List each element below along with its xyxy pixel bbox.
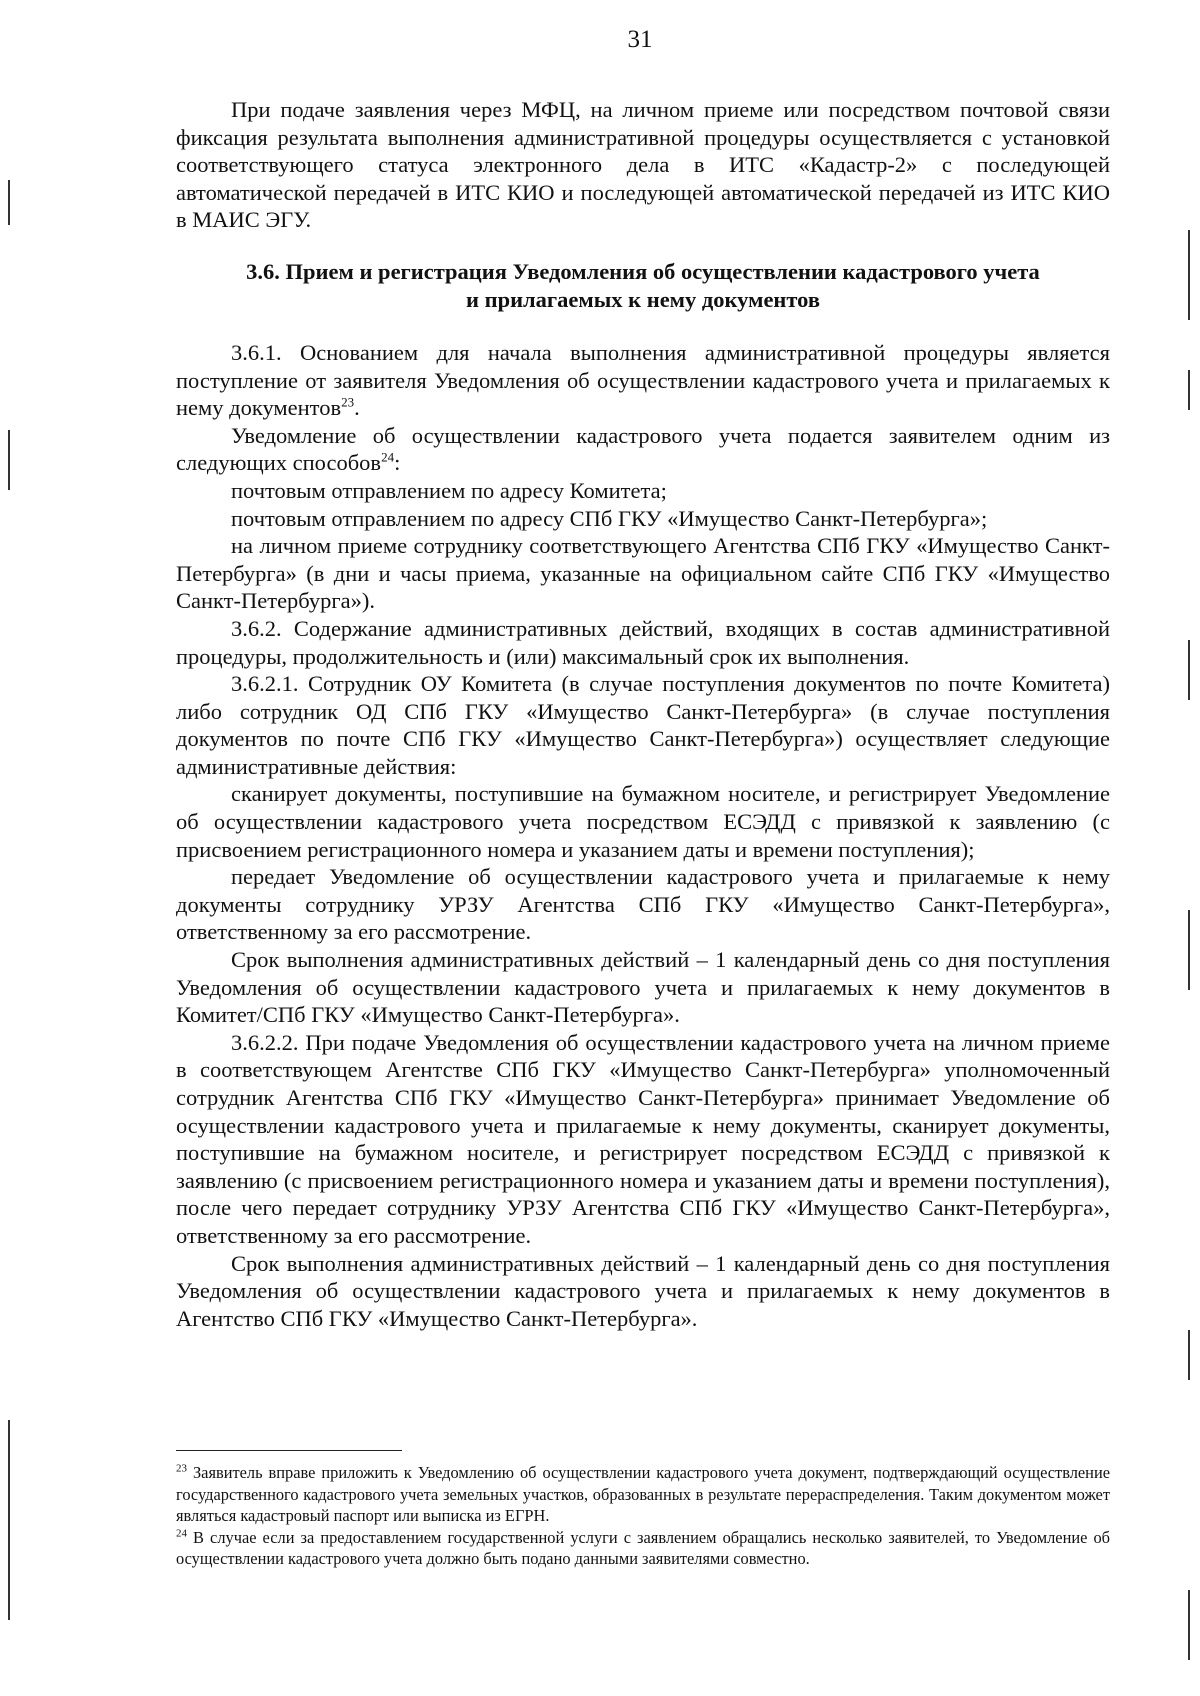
- paragraph-3-6-1-text: 3.6.1. Основанием для начала выполнения административной процедуры является поступление от заявителя Уведомления об осуществлении кадастрового учета и прилагаемых к нему документов: [176, 339, 1110, 421]
- paragraph-deadline-2: Срок выполнения административных действий – 1 календарный день со дня поступления Уведомления об осуществлении кадастрового учета и прилагаемых к нему документов в Агентство СПб ГКУ «Имущество Санкт-Петербурга».: [176, 1250, 1110, 1331]
- scan-mark-right-6: [1188, 1590, 1190, 1660]
- paragraph-3-6-1-end: .: [354, 395, 360, 421]
- list-item-transfer: передает Уведомление об осуществлении кадастрового учета и прилагаемые к нему документы сотруднику УРЗУ Агентства СПб ГКУ «Имущество Санкт-Петербурга», ответственному за его рассмотрение.: [176, 864, 1110, 945]
- section-heading: [176, 258, 1110, 314]
- footnote-23-text: Заявитель вправе приложить к Уведомлению об осуществлении кадастрового учета документ, подтверждающий осуществление государственного кадастрового учета земельных участков, образованных в результате перераспределения. Таким документом может являться кадастровый паспорт или выписка из ЕГРН.: [176, 1463, 1110, 1525]
- list-item-personal-visit: на личном приеме сотруднику соответствующего Агентства СПб ГКУ «Имущество Санкт-Петербурга» (в дни и часы приема, указанные на официальном сайте СПб ГКУ «Имущество Санкт-Петербурга»).: [176, 533, 1110, 614]
- paragraph-submission-methods-end: :: [394, 450, 401, 476]
- footnote-24-number: 24: [176, 1527, 187, 1540]
- scan-mark-left-3: [8, 1420, 10, 1620]
- list-item-post-gku: почтовым отправлением по адресу СПб ГКУ «Имущество Санкт-Петербурга»;: [231, 505, 988, 531]
- section-heading-line1: 3.6. Прием и регистрация Уведомления об осуществлении кадастрового учета: [246, 258, 1040, 284]
- paragraph-submission-methods-text: Уведомление об осуществлении кадастрового учета подается заявителем одним из следующих способов: [176, 422, 1110, 476]
- footnote-24: [176, 1527, 1110, 1570]
- paragraph-3-6-2-2: 3.6.2.2. При подаче Уведомления об осуществлении кадастрового учета на личном приеме в соответствующем Агентстве СПб ГКУ «Имущество Санкт-Петербурга» уполномоченный сотрудник Агентства СПб ГКУ «Имущество Санкт-Петербурга» принимает Уведомление об осуществлении кадастрового учета и прилагаемые к нему документы, сканирует документы, поступившие на бумажном носителе, и регистрирует посредством ЕСЭДД с привязкой к заявлению (с присвоением регистрационного номера и указанием даты и времени поступления), после чего передает сотруднику УРЗУ Агентства СПб ГКУ «Имущество Санкт-Петербурга», ответственному за его рассмотрение.: [176, 1029, 1110, 1248]
- page-number: 31: [627, 26, 653, 53]
- scan-mark-left-2: [8, 430, 10, 490]
- footnote-divider: [176, 1450, 402, 1451]
- scan-mark-right-4: [1188, 910, 1190, 990]
- paragraph-3-6-2: 3.6.2. Содержание административных действий, входящих в состав административной процедуры, продолжительность и (или) максимальный срок их выполнения.: [176, 615, 1110, 669]
- section-heading-line2: и прилагаемых к нему документов: [466, 286, 820, 312]
- paragraph-mfc-fixation: При подаче заявления через МФЦ, на личном приеме или посредством почтовой связи фиксация результата выполнения административной процедуры осуществляется с установкой соответствующего статуса электронного дела в ИТС «Кадастр-2» с последующей автоматической передачей в ИТС КИО и последующей автоматической передачей из ИТС КИО в МАИС ЭГУ.: [176, 97, 1110, 233]
- main-text: [176, 96, 1110, 1332]
- scan-mark-right-2: [1188, 370, 1190, 410]
- footnote-23: [176, 1462, 1110, 1527]
- list-item-post-committee: почтовым отправлением по адресу Комитета;: [231, 477, 667, 503]
- scan-mark-right-1: [1188, 230, 1190, 320]
- footnotes: [176, 1462, 1110, 1570]
- paragraph-submission-methods: [176, 422, 1110, 477]
- footnote-ref-23[interactable]: 23: [341, 394, 355, 410]
- footnote-ref-24[interactable]: 24: [381, 449, 395, 465]
- paragraph-3-6-1: [176, 339, 1110, 422]
- scan-mark-right-5: [1188, 1330, 1190, 1380]
- paragraph-deadline-1: Срок выполнения административных действий – 1 календарный день со дня поступления Уведомления об осуществлении кадастрового учета и прилагаемых к нему документов в Комитет/СПб ГКУ «Имущество Санкт-Петербурга».: [176, 947, 1110, 1028]
- footnote-24-text: В случае если за предоставлением государственной услуги с заявлением обращались несколько заявителей, то Уведомление об осуществлении кадастрового учета должно быть подано данными заявителями совместно.: [176, 1527, 1110, 1568]
- footnote-23-number: 23: [176, 1462, 187, 1475]
- scan-mark-left-1: [8, 180, 10, 225]
- paragraph-3-6-2-1: 3.6.2.1. Сотрудник ОУ Комитета (в случае поступления документов по почте Комитета) либо сотрудник ОД СПб ГКУ «Имущество Санкт-Петербурга» (в случае поступления документов по почте СПб ГКУ «Имущество Санкт-Петербурга») осуществляет следующие административные действия:: [176, 671, 1110, 779]
- list-item-scan-register: сканирует документы, поступившие на бумажном носителе, и регистрирует Уведомление об осуществлении кадастрового учета посредством ЕСЭДД с привязкой к заявлению (с присвоением регистрационного номера и указанием даты и времени поступления);: [176, 781, 1110, 862]
- scan-mark-right-3: [1188, 640, 1190, 700]
